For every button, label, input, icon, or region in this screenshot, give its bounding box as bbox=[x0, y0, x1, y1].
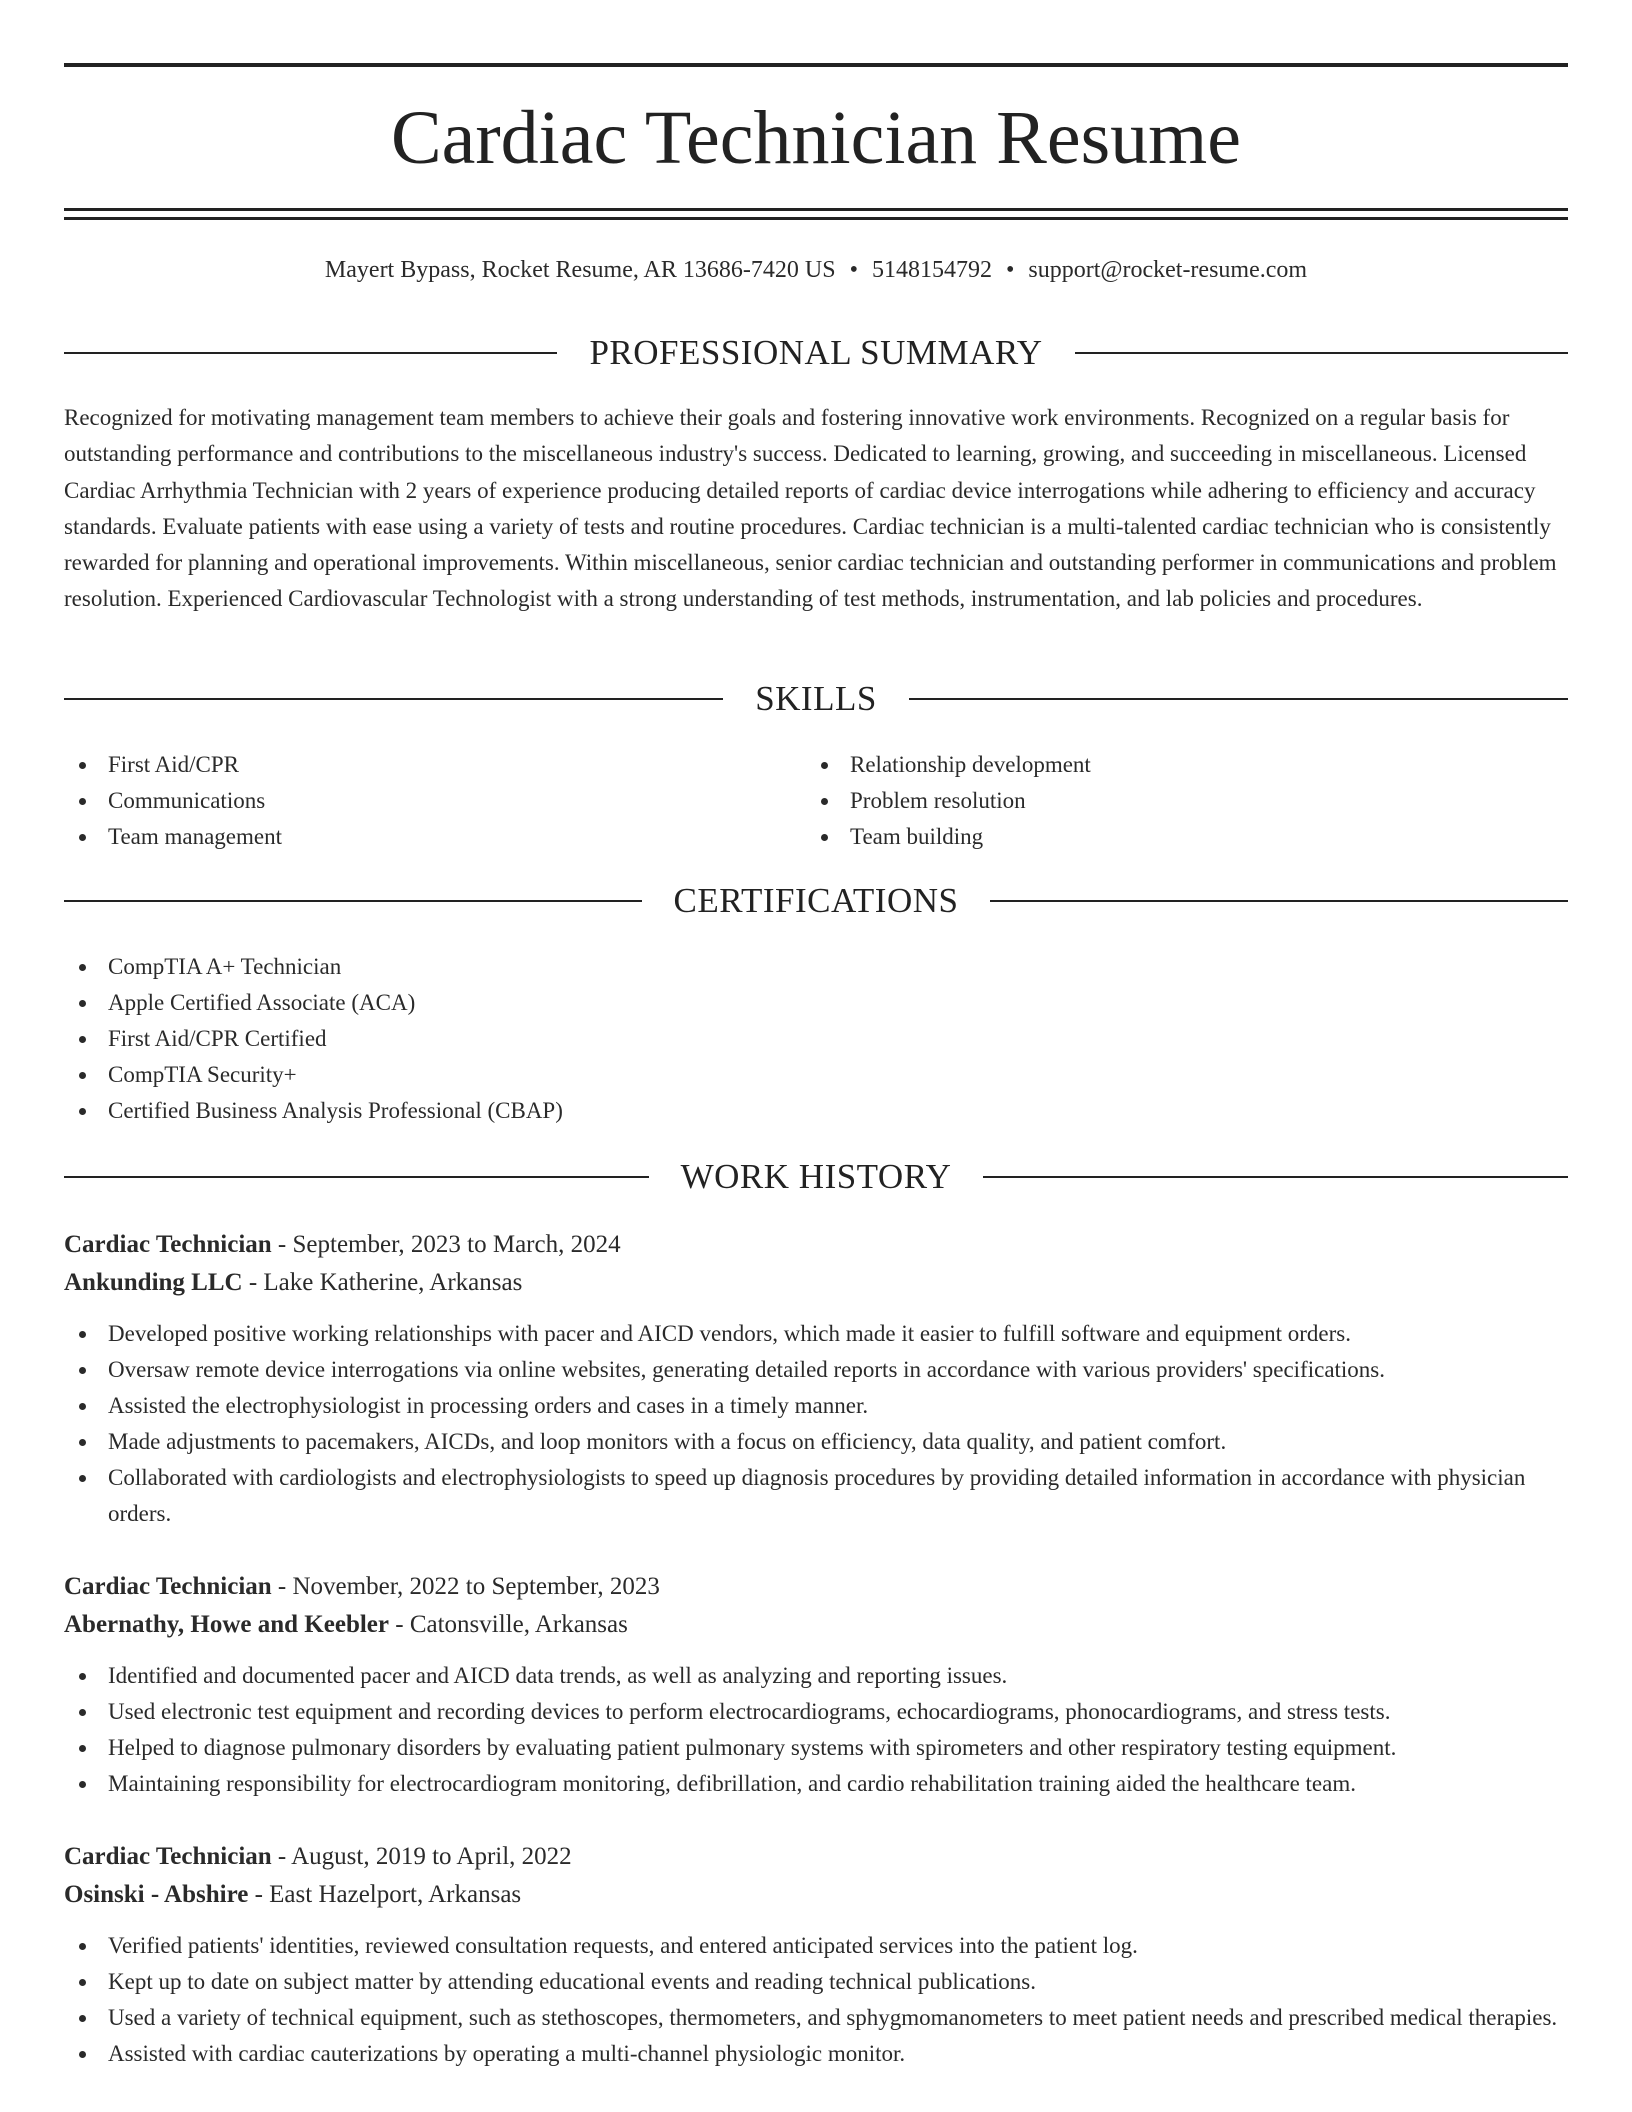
job-dates: - August, 2019 to April, 2022 bbox=[271, 1843, 572, 1870]
job-bullet: Oversaw remote device interrogations via online websites, generating detailed reports in accordance with various providers' specifications. bbox=[64, 1352, 1568, 1388]
heading-rule bbox=[1075, 352, 1568, 354]
contact-address: Mayert Bypass, Rocket Resume, AR 13686-7420 US bbox=[324, 257, 836, 283]
section-heading-work-history bbox=[64, 1155, 1568, 1199]
job-bullet: Maintaining responsibility for electrocardiogram monitoring, defibrillation, and cardio rehabilitation training aided the healthcare team. bbox=[64, 1766, 1568, 1802]
certification-item: CompTIA A+ Technician bbox=[64, 949, 1568, 985]
certification-item: Certified Business Analysis Professional (CBAP) bbox=[64, 1093, 1568, 1129]
job-bullet: Kept up to date on subject matter by attending educational events and reading technical publications. bbox=[64, 1964, 1568, 2000]
job-bullet: Made adjustments to pacemakers, AICDs, and loop monitors with a focus on efficiency, data quality, and patient comfort. bbox=[64, 1424, 1568, 1460]
job-role-line bbox=[64, 1838, 1568, 1876]
certifications-list bbox=[64, 949, 1568, 1129]
job-role-line bbox=[64, 1568, 1568, 1606]
job-company-line bbox=[64, 1606, 1568, 1644]
contact-line bbox=[64, 252, 1568, 288]
job-company-line bbox=[64, 1264, 1568, 1302]
top-rule bbox=[64, 63, 1568, 67]
job-role: Cardiac Technician bbox=[64, 1843, 272, 1870]
skills-list-right bbox=[806, 747, 1506, 855]
section-heading-summary bbox=[64, 331, 1568, 375]
contact-separator: • bbox=[1005, 257, 1015, 283]
job-dates: - November, 2022 to September, 2023 bbox=[271, 1573, 660, 1600]
job-company: Abernathy, Howe and Keebler bbox=[64, 1611, 389, 1638]
job-entry bbox=[64, 1226, 1568, 1532]
job-role-line bbox=[64, 1226, 1568, 1264]
heading-rule bbox=[64, 698, 723, 700]
skill-item: Communications bbox=[64, 783, 764, 819]
job-bullet: Assisted the electrophysiologist in processing orders and cases in a timely manner. bbox=[64, 1388, 1568, 1424]
contact-email: support@rocket-resume.com bbox=[1028, 257, 1308, 283]
section-heading-skills bbox=[64, 677, 1568, 721]
heading-rule bbox=[909, 698, 1568, 700]
job-company-line bbox=[64, 1876, 1568, 1914]
professional-summary-text: Recognized for motivating management team members to achieve their goals and fostering innovative work environments. Recognized on a regular basis for outstanding performance and contributions to the miscellaneous industry's success. Dedicated to learning, growing, and succeeding in miscellaneous. Licensed Cardiac Arrhythmia Technician with 2 years of experience producing detailed reports of cardiac device interrogations while adhering to efficiency and accuracy standards. Evaluate patients with ease using a variety of tests and routine procedures. Cardiac technician is a multi-talented cardiac technician who is consistently rewarded for planning and operational improvements. Within miscellaneous, senior cardiac technician and outstanding performer in communications and problem resolution. Experienced Cardiovascular Technologist with a strong understanding of test methods, instrumentation, and lab policies and procedures. bbox=[64, 405, 1557, 612]
job-entry bbox=[64, 1838, 1568, 2072]
section-title: WORK HISTORY bbox=[680, 1157, 952, 1196]
job-bullet: Assisted with cardiac cauterizations by operating a multi-channel physiologic monitor. bbox=[64, 2036, 1568, 2072]
heading-rule bbox=[64, 900, 642, 902]
certification-item: First Aid/CPR Certified bbox=[64, 1021, 1568, 1057]
skill-item: Team building bbox=[806, 819, 1506, 855]
job-location: - Lake Katherine, Arkansas bbox=[242, 1269, 523, 1296]
heading-rule bbox=[64, 1176, 649, 1178]
skill-item: First Aid/CPR bbox=[64, 747, 764, 783]
skill-item: Relationship development bbox=[806, 747, 1506, 783]
heading-rule bbox=[64, 352, 557, 354]
job-bullets bbox=[64, 1316, 1568, 1532]
job-bullet: Helped to diagnose pulmonary disorders by evaluating patient pulmonary systems with spirometers and other respiratory testing equipment. bbox=[64, 1730, 1568, 1766]
job-bullet: Used electronic test equipment and recording devices to perform electrocardiograms, echocardiograms, phonocardiograms, and stress tests. bbox=[64, 1694, 1568, 1730]
section-heading-certifications bbox=[64, 879, 1568, 923]
job-company: Ankunding LLC bbox=[64, 1269, 243, 1296]
job-bullet: Collaborated with cardiologists and electrophysiologists to speed up diagnosis procedures by providing detailed information in accordance with physician orders. bbox=[64, 1460, 1568, 1532]
job-bullet: Developed positive working relationships with pacer and AICD vendors, which made it easier to fulfill software and equipment orders. bbox=[64, 1316, 1568, 1352]
job-bullet: Verified patients' identities, reviewed consultation requests, and entered anticipated services into the patient log. bbox=[64, 1928, 1568, 1964]
job-dates: - September, 2023 to March, 2024 bbox=[271, 1231, 621, 1258]
resume-title: Cardiac Technician Resume bbox=[390, 96, 1242, 180]
section-title: CERTIFICATIONS bbox=[673, 881, 959, 920]
job-location: - Catonsville, Arkansas bbox=[389, 1611, 628, 1638]
job-bullet: Used a variety of technical equipment, such as stethoscopes, thermometers, and sphygmomanometers to meet patient needs and prescribed medical therapies. bbox=[64, 2000, 1568, 2036]
skill-item: Team management bbox=[64, 819, 764, 855]
contact-phone: 5148154792 bbox=[871, 257, 992, 283]
job-bullet: Identified and documented pacer and AICD data trends, as well as analyzing and reporting issues. bbox=[64, 1658, 1568, 1694]
job-location: - East Hazelport, Arkansas bbox=[248, 1881, 522, 1908]
section-title: SKILLS bbox=[755, 679, 877, 718]
skill-item: Problem resolution bbox=[806, 783, 1506, 819]
job-company: Osinski - Abshire bbox=[64, 1881, 249, 1908]
section-title: PROFESSIONAL SUMMARY bbox=[589, 333, 1043, 372]
job-bullets bbox=[64, 1928, 1568, 2072]
heading-rule bbox=[990, 900, 1568, 902]
heading-rule bbox=[983, 1176, 1568, 1178]
job-entry bbox=[64, 1568, 1568, 1802]
contact-separator: • bbox=[849, 257, 858, 283]
job-bullets bbox=[64, 1658, 1568, 1802]
job-role: Cardiac Technician bbox=[64, 1231, 272, 1258]
skills-list-left bbox=[64, 747, 764, 855]
certification-item: CompTIA Security+ bbox=[64, 1057, 1568, 1093]
certification-item: Apple Certified Associate (ACA) bbox=[64, 985, 1568, 1021]
job-role: Cardiac Technician bbox=[64, 1573, 272, 1600]
